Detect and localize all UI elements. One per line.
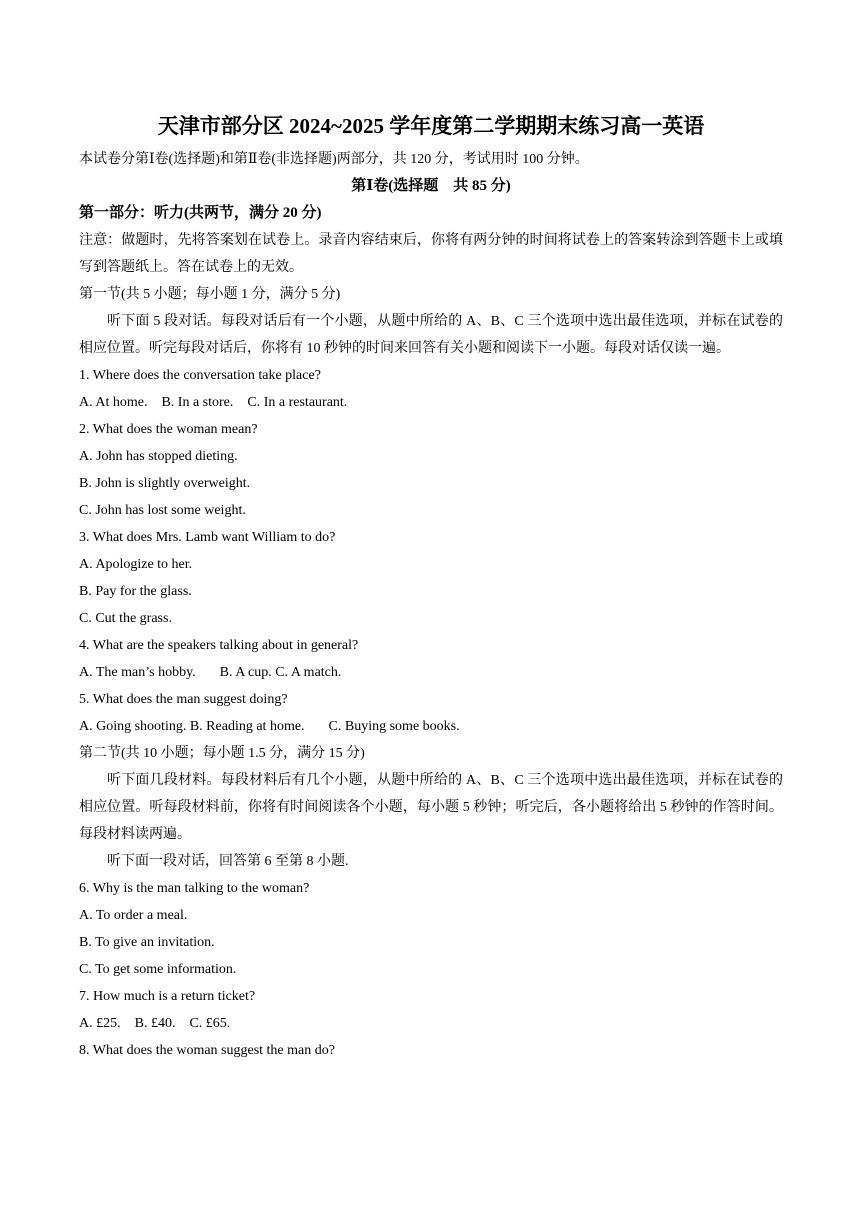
volume-1-heading: 第Ⅰ卷(选择题 共 85 分) (351, 178, 511, 194)
question-6: 6. Why is the man talking to the woman? (79, 881, 310, 896)
page-title: 天津市部分区 2024~2025 学年度第二学期期末练习高一英语 (157, 114, 705, 138)
question-7-options (79, 1010, 783, 1037)
option-b: B. A cup. (219, 665, 272, 680)
option-a: A. John has stopped dieting. (79, 449, 238, 464)
section-2-instructions: 听下面几段材料。每段材料后有几个小题，从题中所给的 A、B、C 三个选项中选出最佳选项，并标在试卷的相应位置。听每段材料前，你将有时间阅读各个小题，每小题 5 秒钟；听完后，各小题将给出 5 秒钟的作答时间。每段材料读两遍。 (79, 773, 783, 842)
option-a: A. To order a meal. (79, 908, 188, 923)
question-8: 8. What does the woman suggest the man do? (79, 1043, 335, 1058)
exam-page (79, 112, 783, 1064)
option-b: B. Pay for the glass. (79, 584, 192, 599)
option-a: A. The man’s hobby. (79, 665, 196, 680)
question-4: 4. What are the speakers talking about in general? (79, 638, 359, 653)
question-1-options (79, 389, 783, 416)
option-c: C. £65. (189, 1016, 231, 1031)
option-c: C. To get some information. (79, 962, 237, 977)
option-a: A. At home. (79, 395, 148, 410)
section-2-heading: 第二节(共 10 小题；每小题 1.5 分，满分 15 分) (79, 746, 365, 761)
option-c: C. A match. (275, 665, 342, 680)
option-a: A. Going shooting. (79, 719, 187, 734)
question-4-options (79, 659, 783, 686)
dialog-intro: 听下面一段对话，回答第 6 至第 8 小题. (107, 854, 349, 869)
option-a: A. £25. (79, 1016, 121, 1031)
part-1-heading: 第一部分：听力(共两节，满分 20 分) (79, 205, 322, 221)
option-b: B. John is slightly overweight. (79, 476, 251, 491)
question-2: 2. What does the woman mean? (79, 422, 258, 437)
notice-text: 注意：做题时，先将答案划在试卷上。录音内容结束后，你将有两分钟的时间将试卷上的答案转涂到答题卡上或填写到答题纸上。答在试卷上的无效。 (79, 233, 783, 275)
exam-intro: 本试卷分第Ⅰ卷(选择题)和第Ⅱ卷(非选择题)两部分，共 120 分，考试用时 100 分钟。 (79, 152, 589, 167)
section-1-heading: 第一节(共 5 小题；每小题 1 分，满分 5 分) (79, 287, 341, 302)
option-a: A. Apologize to her. (79, 557, 193, 572)
question-5-options (79, 713, 783, 740)
option-c: C. In a restaurant. (247, 395, 348, 410)
question-1: 1. Where does the conversation take place? (79, 368, 321, 383)
option-b: B. In a store. (161, 395, 234, 410)
option-c: C. Cut the grass. (79, 611, 172, 626)
option-b: B. To give an invitation. (79, 935, 215, 950)
question-5: 5. What does the man suggest doing? (79, 692, 288, 707)
question-3: 3. What does Mrs. Lamb want William to do? (79, 530, 336, 545)
question-7: 7. How much is a return ticket? (79, 989, 256, 1004)
option-c: C. Buying some books. (328, 719, 460, 734)
option-b: B. Reading at home. (189, 719, 305, 734)
section-1-instructions: 听下面 5 段对话。每段对话后有一个小题，从题中所给的 A、B、C 三个选项中选出最佳选项，并标在试卷的相应位置。听完每段对话后，你将有 10 秒钟的时间来回答有关小题和阅读下一小题。每段对话仅读一遍。 (79, 314, 783, 356)
option-b: B. £40. (134, 1016, 176, 1031)
option-c: C. John has lost some weight. (79, 503, 246, 518)
